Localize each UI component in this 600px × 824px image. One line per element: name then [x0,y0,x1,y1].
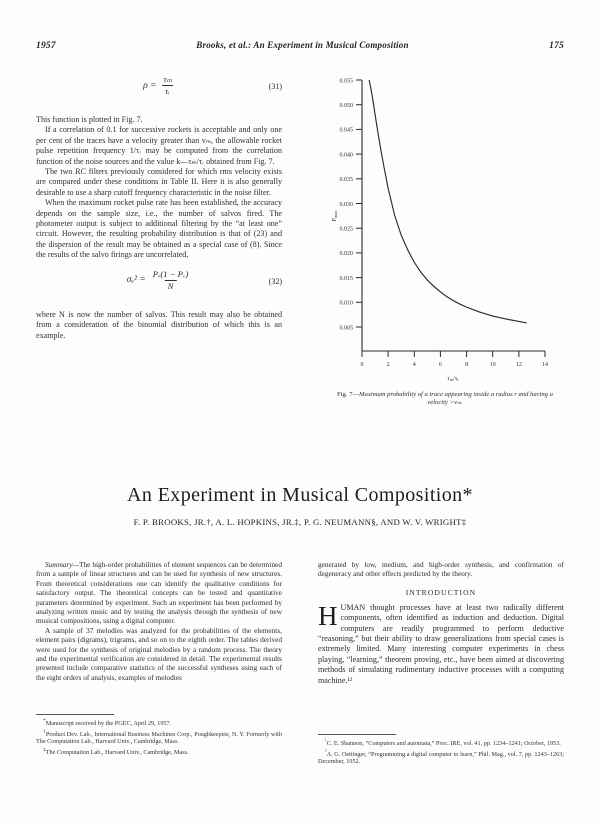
x-tick-label: 10 [489,362,496,368]
footnotes-left [36,708,282,758]
plot-axes [362,80,545,351]
footnote-item [36,747,282,757]
section-heading-introduction: INTRODUCTION [405,587,477,597]
figure-caption-prefix: Fig. 7— [337,391,360,398]
footnotes-right [318,728,564,767]
data-curve [369,80,527,323]
x-tick-label: 8 [465,362,469,368]
equation-31-body [143,75,175,96]
y-tick-label: 0.040 [339,152,353,159]
footnote-text: C. E. Shannon, “Computers and automata,” Proc. IRE, vol. 41, pp. 1234–1241; October, 1953. [326,740,561,748]
y-tick-label: 0.025 [339,226,353,233]
footnote-list-right [318,738,564,766]
equation-32-fraction [150,270,191,291]
x-axis-title: τm/τr [447,376,459,383]
footnote-text: The Computation Lab., Harvard Univ., Cambridge, Mass. [45,748,189,756]
running-head-title: Brooks, et al.: An Experiment in Musical Composition [196,40,409,50]
footnote-item [318,749,564,766]
footnote-mark: ‡ [43,746,46,753]
paragraph: The two RC filters previously considered for which rms velocity exists are compared under these conditions in Table II. Here it is also generally desirable to use a sharp cutoff frequency characteristic in the noise filter. [36,167,282,197]
footnote-text: A. G. Oettinger, “Programming a digital computer to learn,” Phil. Mag., vol. 7, pp. 1243–1263; December, 1952. [318,750,564,766]
equation-31-lhs: ρ = [143,80,157,91]
x-axis-tick-labels [361,362,549,368]
footnote-mark: ² [325,748,327,755]
footnote-rule [36,714,114,715]
introduction-block [318,600,564,686]
summary-lead: Summary— [45,560,80,569]
x-axis-ticks [362,351,545,357]
y-tick-label: 0.035 [339,177,353,184]
equation-31-number: (31) [268,82,282,91]
equation-31-numerator: τₘ [163,74,172,84]
y-axis-title: Pmax [332,210,339,222]
running-head [36,40,564,56]
equation-31 [36,75,282,105]
paragraph: This function is plotted in Fig. 7. [36,115,143,124]
equation-32-number: (32) [268,276,282,286]
equation-31-fraction [160,75,174,96]
article-title: An Experiment in Musical Composition* [127,484,473,506]
x-tick-label: 2 [386,362,390,368]
x-tick-label: 4 [412,362,416,368]
summary-paragraph-2: A sample of 37 melodies was analyzed for the probabilities of the elements, element pairs (digrams), trigrams, and so on to the eighth order. The tables derived were used for the synthesis of original melodies by a random process. The theory and the experimental verification are considered in detail. The experimental results presented include comparative statistics of the successful syntheses using each of the eight orders of analysis, examples of melodies [36,625,282,682]
equation-32-lhs: σᵥ² = [126,275,146,286]
footnote-mark: † [43,728,46,735]
equation-32-body [127,270,191,291]
x-tick-label: 14 [542,362,548,368]
left-column-bottom [36,560,282,682]
y-axis-tick-labels [340,78,354,331]
left-column-top [36,66,282,341]
figure-7-plot [326,68,552,386]
footnote-list-left [36,718,282,757]
article-authors: F. P. BROOKS, JR.†, A. L. HOPKINS, JR.‡, P. G. NEUMANN§, AND W. V. WRIGHT‡ [133,517,467,527]
x-tick-label: 12 [515,362,522,368]
bottom-two-column-block [36,560,564,790]
footnote-text: Manuscript received by the PGEC, April 29, 1957. [45,720,172,728]
x-tick-label: 0 [360,362,364,368]
right-column-bottom [318,560,564,686]
summary-text-1: The high-order probabilities of element sequences can be determined from a sample of linear structures and can be used for synthesis of new structures. From theoretical considerations one can identify the qualitative conditions for satisfactory output. The theoretical concepts can be tested and quantitative parameters determined by experiment. Such an experiment has been performed by analyzing written music and by testing the analysis through the synthesis of new musical compositions, using a digital computer. [36,560,282,626]
footnote-rule [318,734,396,735]
y-tick-label: 0.030 [339,201,353,208]
footnote-mark: ¹ [325,738,327,744]
x-tick-label: 6 [438,362,442,368]
figure-caption-text: Maximum probability of a trace appearing inside a radius r and having a velocity >vₘ. [359,391,553,407]
equation-32-denominator: N [165,280,177,291]
y-tick-label: 0.050 [339,103,353,109]
equation-32 [36,270,282,300]
figure-caption [326,391,564,407]
paragraph: UMAN thought processes have at least two radically different components, often identified as induction and deduction. Digital computers are readily programmed to perform deductive “reasoning,” but their ability to draw generalizations from special cases is extremely limited. Many interesting computer experiments in chess playing, “learning,” theorem proving, etc., have been aimed at discovering methods of simulating rudimentary inductive processes with a computing machine.¹² [318,602,564,685]
footnote-item [36,718,282,728]
footnote-item [318,738,564,748]
drop-cap: H [318,600,338,631]
figure-7 [326,68,564,407]
page-number: 175 [549,41,564,51]
equation-31-denominator: τᵣ [162,85,173,96]
y-tick-label: 0.020 [339,251,353,258]
running-head-year: 1957 [36,41,56,51]
paragraph: If a correlation of 0.1 for successive rockets is acceptable and only one per cent of the traces have a velocity greater than vₘ, the allowable rocket pulse repetition frequency 1/τᵣ may be computed from the correlation function of the noise sources and the value k—τₘ/τᵣ obtained from Fig. 7. [36,125,282,166]
introduction-text [318,600,564,686]
summary-paragraph-1 [36,560,282,626]
equation-32-numerator: Pᵥ(1 − Pᵥ) [152,268,189,279]
paragraph: where N is now the number of salvos. This result may also be obtained from a consideration of the binomial distribution of which this is an example. [36,309,282,340]
y-tick-label: 0.045 [339,127,353,134]
y-tick-label: 0.055 [339,78,353,85]
top-two-column-block [36,66,564,418]
summary-paragraph-3: generated by low, medium, and high-order synthesis, and confirmation of degeneracy and other effects predicted by the theory. [318,560,564,579]
left-column-closing [36,310,282,341]
y-axis-ticks [356,80,362,327]
summary-continuation [318,560,564,579]
y-tick-label: 0.005 [339,325,353,332]
footnote-item [36,729,282,746]
left-column-paragraphs [36,115,282,261]
article-head [36,484,564,527]
summary-block [36,560,282,682]
y-tick-label: 0.010 [339,300,353,307]
footnote-text: Product Dev. Lab., International Business Machines Corp., Poughkeepsie, N. Y. Formerly with The Computation Lab., Harvard Univ., Cambridge, Mass. [36,730,282,746]
paragraph: When the maximum rocket pulse rate has been established, the accuracy depends on the sample size, i.e., the number of salvos fired. The photometer output is subject to additional filtering by the “at least one” circuit. However, the resulting probability distribution is that of (23) and the dispersion of the result may be obtained as a special case of (8). Since the results of the salvo firings are uncorrelated, [36,198,282,260]
y-tick-label: 0.015 [339,275,353,282]
footnote-mark: * [43,718,46,724]
